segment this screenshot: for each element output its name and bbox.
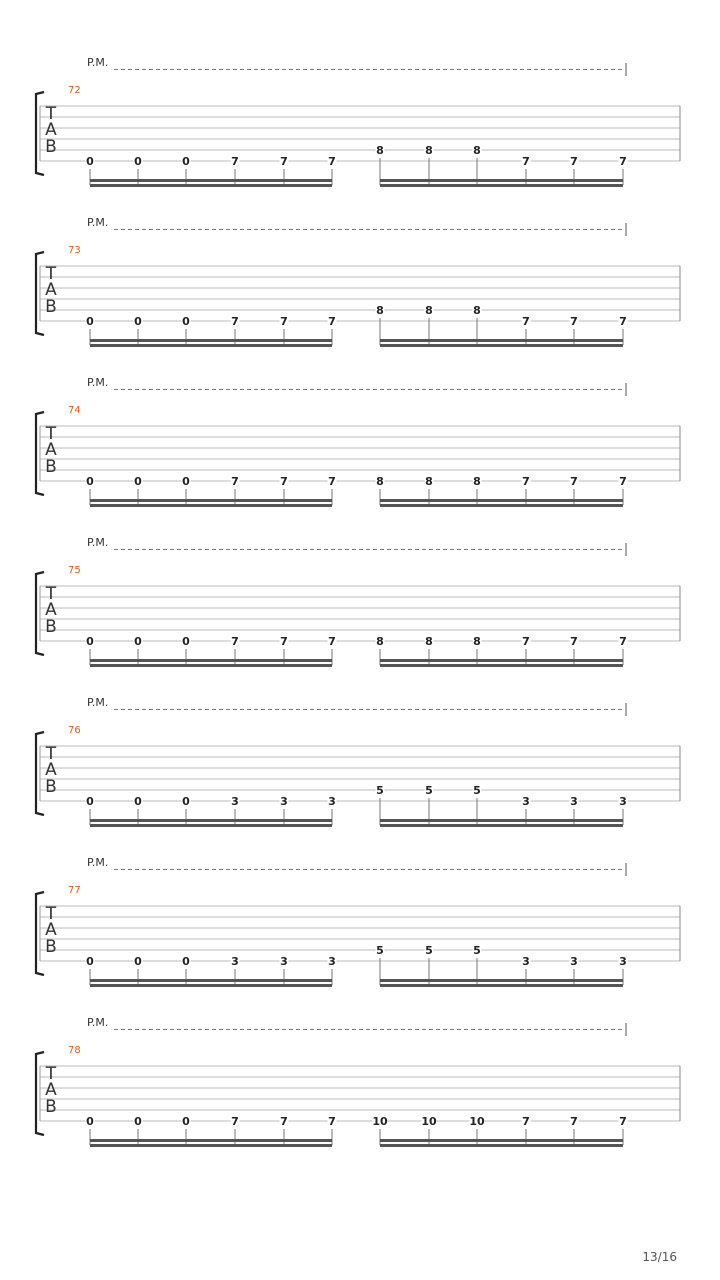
- fret-number: 8: [376, 304, 384, 317]
- measure-number: 78: [68, 1045, 81, 1056]
- fret-number: 5: [473, 944, 481, 957]
- fret-number: 8: [473, 144, 481, 157]
- fret-number: 0: [182, 155, 190, 168]
- fret-number: 7: [522, 315, 530, 328]
- measure-number: 77: [68, 885, 81, 896]
- tab-system: [36, 1016, 680, 1147]
- fret-number: 5: [473, 784, 481, 797]
- tab-clef-letter: T: [45, 104, 57, 124]
- measure-number: 75: [68, 565, 81, 576]
- fret-number: 7: [280, 155, 288, 168]
- fret-number: 0: [134, 635, 142, 648]
- fret-number: 3: [570, 795, 578, 808]
- beam-primary: [380, 979, 623, 982]
- measure-number: 74: [68, 405, 81, 416]
- tab-clef-letter: B: [45, 1097, 57, 1117]
- fret-number: 8: [376, 635, 384, 648]
- fret-number: 0: [86, 155, 94, 168]
- fret-number: 10: [421, 1115, 437, 1128]
- fret-number: 7: [328, 315, 336, 328]
- fret-number: 3: [231, 955, 239, 968]
- fret-number: 7: [231, 635, 239, 648]
- fret-number: 0: [86, 795, 94, 808]
- fret-number: 7: [619, 475, 627, 488]
- fret-number: 7: [570, 475, 578, 488]
- beam-primary: [90, 979, 332, 982]
- beam-primary: [90, 179, 332, 182]
- fret-number: 8: [376, 475, 384, 488]
- fret-number: 7: [570, 155, 578, 168]
- beam-secondary: [90, 344, 332, 347]
- fret-number: 8: [425, 144, 433, 157]
- beam-secondary: [90, 1144, 332, 1147]
- palm-mute-label: P.M.: [87, 696, 109, 709]
- fret-number: 0: [134, 475, 142, 488]
- fret-number: 0: [182, 475, 190, 488]
- fret-number: 3: [231, 795, 239, 808]
- fret-number: 8: [376, 144, 384, 157]
- fret-number: 7: [280, 635, 288, 648]
- fret-number: 7: [231, 475, 239, 488]
- tab-clef-letter: B: [45, 937, 57, 957]
- measure-number: 72: [68, 85, 81, 96]
- beam-primary: [380, 499, 623, 502]
- beam-primary: [380, 819, 623, 822]
- tab-clef-letter: B: [45, 777, 57, 797]
- fret-number: 0: [134, 795, 142, 808]
- fret-number: 8: [473, 475, 481, 488]
- tab-clef-letter: B: [45, 457, 57, 477]
- tab-clef-letter: T: [45, 1064, 57, 1084]
- fret-number: 8: [425, 635, 433, 648]
- beam-secondary: [90, 984, 332, 987]
- fret-number: 7: [619, 1115, 627, 1128]
- beam-secondary: [90, 504, 332, 507]
- fret-number: 7: [231, 155, 239, 168]
- fret-number: 7: [570, 1115, 578, 1128]
- tab-clef-letter: A: [45, 440, 57, 460]
- fret-number: 7: [280, 315, 288, 328]
- fret-number: 3: [619, 795, 627, 808]
- fret-number: 7: [619, 315, 627, 328]
- beam-primary: [90, 1139, 332, 1142]
- tab-clef-letter: A: [45, 760, 57, 780]
- fret-number: 5: [425, 944, 433, 957]
- tab-clef-letter: A: [45, 600, 57, 620]
- beam-secondary: [380, 984, 623, 987]
- fret-number: 0: [86, 475, 94, 488]
- tab-clef-letter: T: [45, 744, 57, 764]
- beam-secondary: [380, 504, 623, 507]
- fret-number: 7: [570, 315, 578, 328]
- fret-number: 0: [86, 1115, 94, 1128]
- fret-number: 0: [182, 315, 190, 328]
- fret-number: 10: [372, 1115, 388, 1128]
- palm-mute-label: P.M.: [87, 216, 109, 229]
- fret-number: 0: [182, 795, 190, 808]
- tab-system: [36, 536, 680, 667]
- fret-number: 0: [182, 635, 190, 648]
- fret-number: 7: [619, 155, 627, 168]
- page-number: 13/16: [642, 1250, 677, 1264]
- tab-system: [36, 216, 680, 347]
- fret-number: 5: [376, 944, 384, 957]
- tab-clef-letter: B: [45, 297, 57, 317]
- fret-number: 3: [280, 795, 288, 808]
- beam-primary: [380, 1139, 623, 1142]
- fret-number: 0: [86, 635, 94, 648]
- fret-number: 7: [231, 1115, 239, 1128]
- fret-number: 0: [182, 1115, 190, 1128]
- fret-number: 7: [522, 155, 530, 168]
- beam-secondary: [90, 664, 332, 667]
- tab-clef-letter: A: [45, 280, 57, 300]
- fret-number: 7: [328, 475, 336, 488]
- fret-number: 7: [619, 635, 627, 648]
- fret-number: 10: [469, 1115, 485, 1128]
- fret-number: 0: [86, 315, 94, 328]
- palm-mute-label: P.M.: [87, 856, 109, 869]
- fret-number: 8: [425, 475, 433, 488]
- fret-number: 7: [522, 635, 530, 648]
- tab-clef-letter: A: [45, 120, 57, 140]
- beam-primary: [90, 499, 332, 502]
- fret-number: 0: [134, 955, 142, 968]
- beam-primary: [380, 179, 623, 182]
- fret-number: 7: [570, 635, 578, 648]
- tab-system: [36, 856, 680, 987]
- beam-secondary: [90, 184, 332, 187]
- beam-primary: [380, 659, 623, 662]
- beam-secondary: [380, 664, 623, 667]
- fret-number: 7: [328, 635, 336, 648]
- beam-primary: [90, 819, 332, 822]
- beam-secondary: [380, 824, 623, 827]
- fret-number: 3: [619, 955, 627, 968]
- beam-secondary: [380, 184, 623, 187]
- fret-number: 7: [231, 315, 239, 328]
- fret-number: 3: [280, 955, 288, 968]
- fret-number: 7: [522, 475, 530, 488]
- measure-number: 76: [68, 725, 81, 736]
- fret-number: 0: [134, 315, 142, 328]
- fret-number: 3: [522, 955, 530, 968]
- fret-number: 7: [280, 475, 288, 488]
- fret-number: 7: [328, 1115, 336, 1128]
- palm-mute-label: P.M.: [87, 536, 109, 549]
- fret-number: 8: [425, 304, 433, 317]
- fret-number: 0: [86, 955, 94, 968]
- palm-mute-label: P.M.: [87, 56, 109, 69]
- fret-number: 7: [328, 155, 336, 168]
- tab-clef-letter: A: [45, 920, 57, 940]
- beam-secondary: [380, 1144, 623, 1147]
- fret-number: 5: [376, 784, 384, 797]
- fret-number: 7: [522, 1115, 530, 1128]
- fret-number: 3: [522, 795, 530, 808]
- tab-system: [36, 56, 680, 187]
- tab-system: [36, 696, 680, 827]
- fret-number: 3: [328, 795, 336, 808]
- fret-number: 8: [473, 304, 481, 317]
- tab-clef-letter: T: [45, 264, 57, 284]
- tab-clef-letter: T: [45, 584, 57, 604]
- tab-clef-letter: A: [45, 1080, 57, 1100]
- tab-clef-letter: T: [45, 424, 57, 444]
- fret-number: 5: [425, 784, 433, 797]
- tab-clef-letter: B: [45, 617, 57, 637]
- beam-secondary: [90, 824, 332, 827]
- beam-primary: [380, 339, 623, 342]
- beam-secondary: [380, 344, 623, 347]
- fret-number: 0: [182, 955, 190, 968]
- tab-system: [36, 376, 680, 507]
- palm-mute-label: P.M.: [87, 1016, 109, 1029]
- fret-number: 8: [473, 635, 481, 648]
- fret-number: 0: [134, 155, 142, 168]
- palm-mute-label: P.M.: [87, 376, 109, 389]
- tab-clef-letter: T: [45, 904, 57, 924]
- tab-clef-letter: B: [45, 137, 57, 157]
- fret-number: 7: [280, 1115, 288, 1128]
- fret-number: 3: [570, 955, 578, 968]
- beam-primary: [90, 339, 332, 342]
- beam-primary: [90, 659, 332, 662]
- measure-number: 73: [68, 245, 81, 256]
- fret-number: 3: [328, 955, 336, 968]
- fret-number: 0: [134, 1115, 142, 1128]
